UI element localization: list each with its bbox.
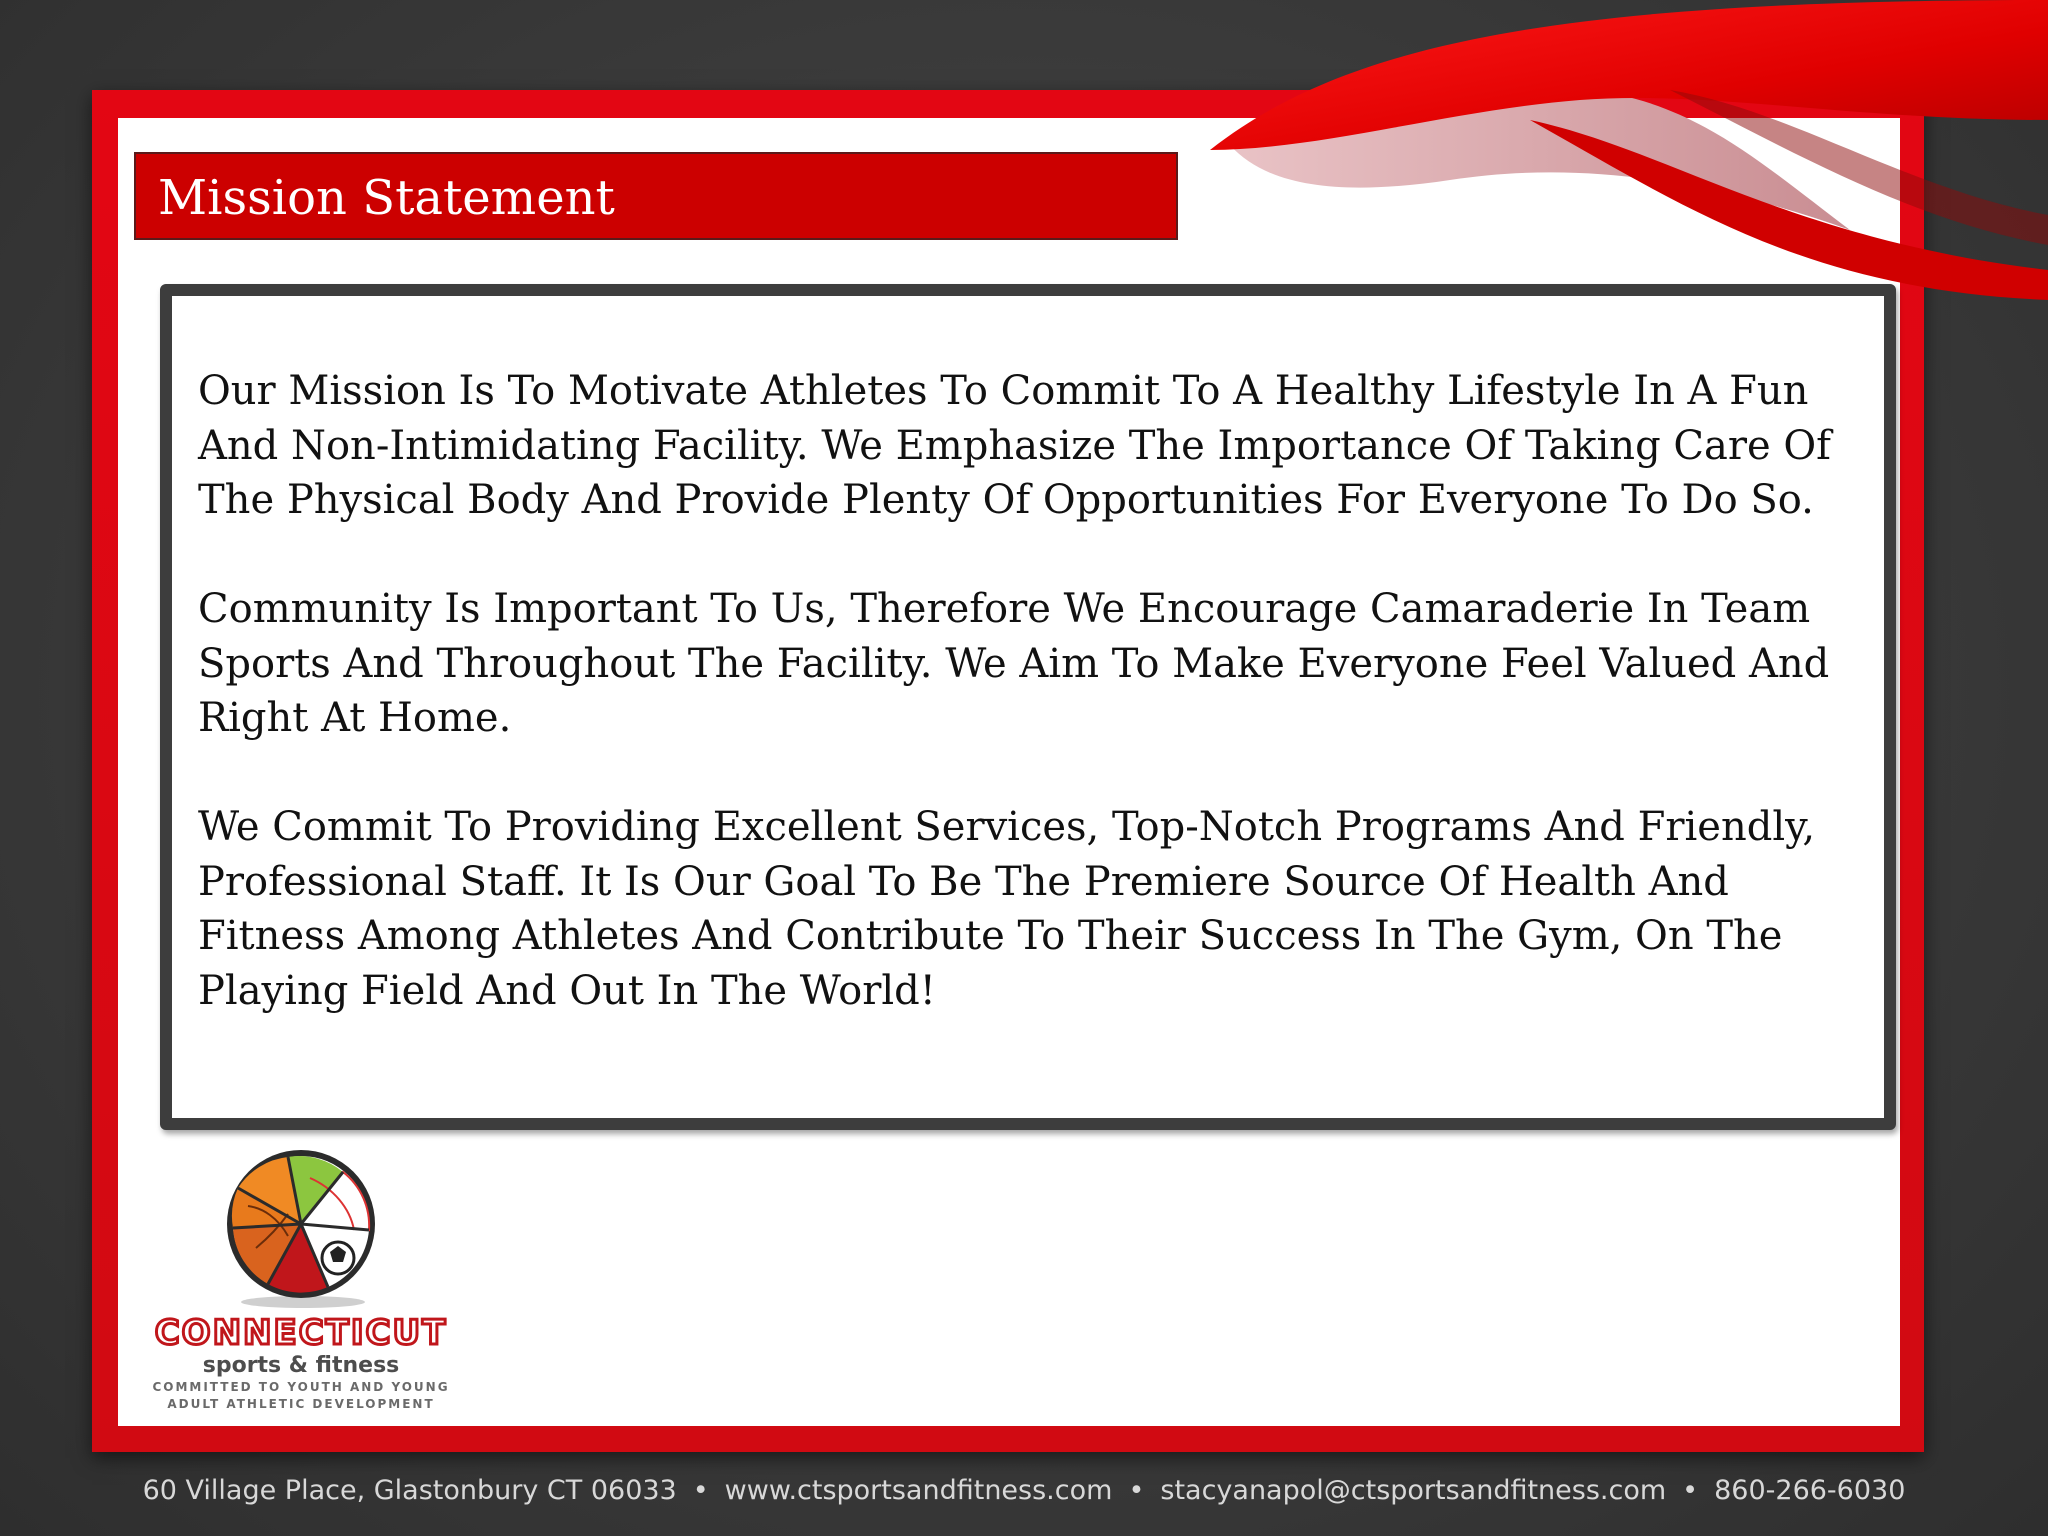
- title-bar: [134, 152, 1178, 240]
- red-swoosh-decoration: [1150, 0, 2048, 330]
- footer-email: stacyanapol@ctsportsandfitness.com: [1160, 1475, 1667, 1506]
- connecticut-sports-fitness-logo: [138, 1148, 468, 1418]
- footer-separator: •: [1682, 1475, 1699, 1506]
- footer-separator: •: [692, 1475, 709, 1506]
- mission-paragraph-2: Community Is Important To Us, Therefore We Encourage Camaraderie In Team Sports And Throughout The Facility. We Aim To Make Everyone Feel Valued And Right At Home.: [198, 586, 1830, 741]
- footer-contact-bar: [0, 1468, 2048, 1514]
- logo-tagline-2: ADULT ATHLETIC DEVELOPMENT: [167, 1397, 435, 1411]
- footer-phone: 860-266-6030: [1714, 1475, 1906, 1506]
- mission-content-box: [160, 284, 1896, 1130]
- footer-separator: •: [1128, 1475, 1145, 1506]
- mission-paragraph-3: We Commit To Providing Excellent Services, Top-Notch Programs And Friendly, Professional Staff. It Is Our Goal To Be The Premiere Source Of Health And Fitness Among Athletes And Contribute To Their Success In The Gym, On The Playing Field And Out In The World!: [198, 804, 1816, 1014]
- mission-paragraph-1: Our Mission Is To Motivate Athletes To Commit To A Healthy Lifestyle In A Fun And Non-Intimidating Facility. We Emphasize The Importance Of Taking Care Of The Physical Body And Provide Plenty Of Opportunities For Everyone To Do So.: [198, 368, 1831, 523]
- footer-website: www.ctsportsandfitness.com: [724, 1475, 1113, 1506]
- logo-tagline-1: COMMITTED TO YOUTH AND YOUNG: [152, 1380, 450, 1394]
- logo-subname: sports & fitness: [202, 1353, 400, 1378]
- logo-name: CONNECTICUT: [154, 1313, 448, 1353]
- footer-address: 60 Village Place, Glastonbury CT 06033: [142, 1475, 677, 1506]
- slide-title: Mission Statement: [158, 170, 615, 226]
